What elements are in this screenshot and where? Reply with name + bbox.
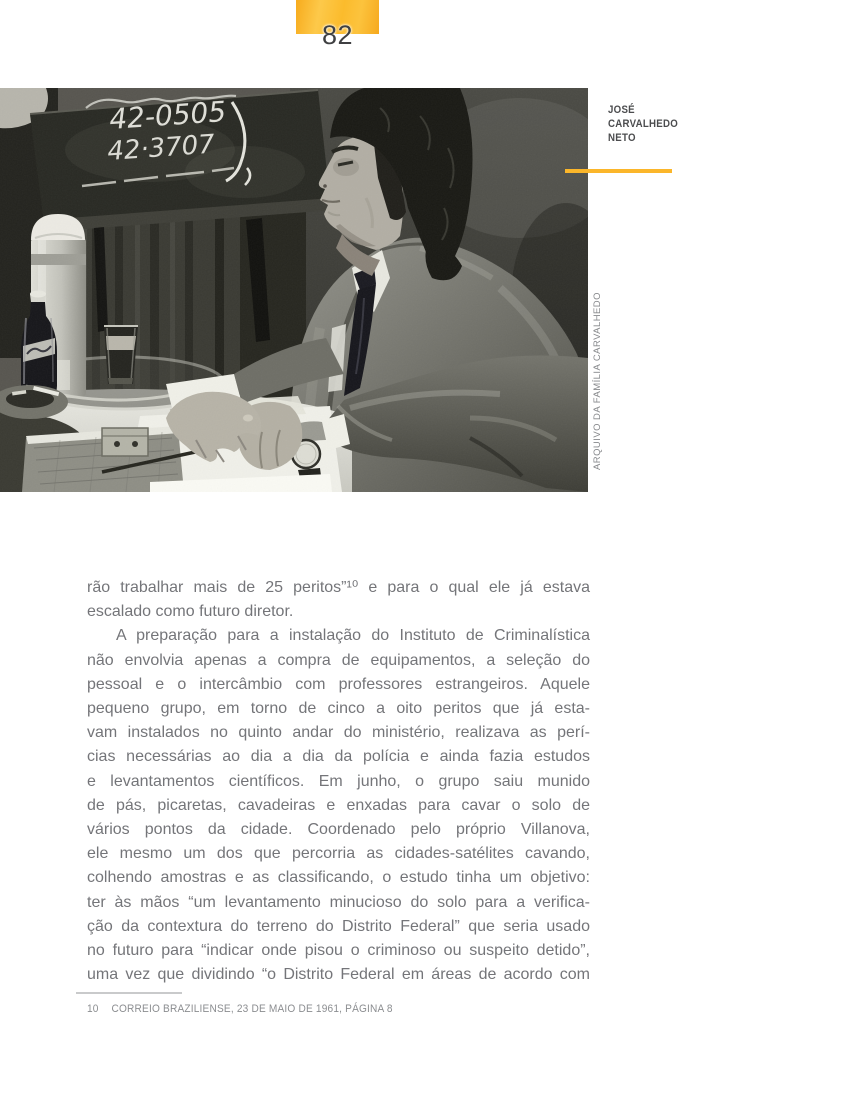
caption-line: CARVALHEDO <box>608 118 679 130</box>
body-line: ele mesmo um dos que percorria as cidades-satélites cavando, <box>87 845 590 863</box>
body-line: rão trabalhar mais de 25 peritos”¹⁰ e para o qual ele já estava <box>87 579 590 596</box>
photo-caption <box>608 103 678 145</box>
photo-illustration <box>0 88 588 492</box>
body-line: no futuro para “indicar onde pisou o criminoso ou suspeito detido”, <box>87 942 590 960</box>
caption-line: JOSÉ <box>608 104 635 116</box>
body-text <box>87 576 590 987</box>
caption-line: NETO <box>608 132 636 144</box>
body-line: vam instalados no quinto andar do ministério, realizava as perí- <box>87 724 590 742</box>
body-line: ter às mãos “um levantamento minucioso do solo para a verifica- <box>87 893 590 911</box>
body-line: não envolvia apenas a compra de equipamentos, a seleção do <box>87 651 590 669</box>
body-line: colhendo amostras e as classificando, o estudo tinha um objetivo: <box>87 869 590 887</box>
body-line: e levantamentos científicos. Em junho, o grupo saiu munido <box>87 772 590 790</box>
footnote-rule <box>76 992 182 994</box>
chalk-number-2: 42·3707 <box>106 129 216 167</box>
page-number: 82 <box>321 20 354 50</box>
footnote-text: CORREIO BRAZILIENSE, 23 DE MAIO DE 1961, PÁGINA 8 <box>111 1003 393 1015</box>
footnote <box>87 1003 393 1015</box>
photo-credit-vertical: ARQUIVO DA FAMÍLIA CARVALHEDO <box>592 292 603 470</box>
body-line: ção da contextura do terreno do Distrito Federal” que seria usado <box>87 917 590 935</box>
body-line: escalado como futuro diretor. <box>87 603 294 621</box>
caption-accent-rule <box>565 169 672 173</box>
body-line: pequeno grupo, em torno de cinco a oito peritos que já esta- <box>87 700 590 718</box>
body-line: cias necessárias ao dia a dia da polícia e ainda fazia estudos <box>87 748 590 766</box>
body-line: A preparação para a instalação do Instituto de Criminalística <box>116 627 590 645</box>
body-line: de pás, picaretas, cavadeiras e enxadas para cavar o solo de <box>87 796 590 814</box>
body-line: pessoal e o intercâmbio com professores estrangeiros. Aquele <box>87 675 590 693</box>
chalk-number-1: 42-0505 <box>108 94 228 136</box>
body-line: uma vez que dividindo “o Distrito Federal em áreas de acordo com <box>87 966 590 984</box>
body-line: vários pontos da cidade. Coordenado pelo próprio Villanova, <box>87 821 590 839</box>
footnote-marker: 10 <box>87 1003 99 1015</box>
photo-jose-carvalhedo <box>0 88 588 492</box>
